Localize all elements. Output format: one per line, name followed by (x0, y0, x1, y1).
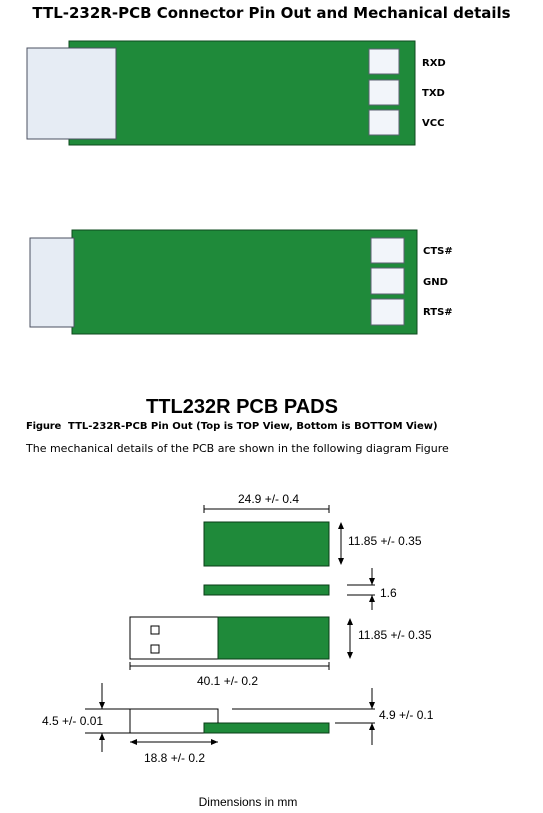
page-title: TTL-232R-PCB Connector Pin Out and Mechanical details (32, 4, 511, 22)
dim-usb-height: 4.5 +/- 0.01 (42, 714, 104, 728)
usb-contact-2 (151, 645, 159, 653)
dim-usb-length: 18.8 +/- 0.2 (144, 751, 206, 765)
dim-strip-thickness: 1.6 (380, 586, 397, 600)
dim-pcb-offset: 4.9 +/- 0.1 (379, 708, 434, 722)
figure-label: Figure (26, 421, 62, 432)
pad-gnd (371, 268, 404, 294)
side-usb-rect (130, 617, 218, 659)
top-view-board (27, 41, 446, 145)
dim-top-height: 11.85 +/- 0.35 (348, 534, 422, 548)
pad-rxd (369, 49, 399, 74)
pin-label-cts: CTS# (423, 246, 453, 257)
bottom-view-board (30, 230, 453, 334)
pin-label-vcc: VCC (422, 118, 445, 129)
side-pcb-rect (218, 617, 329, 659)
end-pcb-rect (204, 723, 329, 733)
pad-txd (369, 80, 399, 105)
pad-vcc (369, 110, 399, 135)
description-text: The mechanical details of the PCB are shown in the following diagram Figure (26, 442, 449, 455)
pads-title: TTL232R PCB PADS (146, 396, 338, 418)
dim-total-length: 40.1 +/- 0.2 (197, 674, 259, 688)
figure-caption (26, 421, 438, 432)
pad-cts (371, 238, 404, 263)
thin-strip-rect (204, 585, 329, 595)
pin-label-rts: RTS# (423, 307, 453, 318)
units-note: Dimensions in mm (198, 795, 298, 809)
top-pad-rect (204, 522, 329, 566)
dim-side-height: 11.85 +/- 0.35 (358, 628, 432, 642)
figure-caption-text: TTL-232R-PCB Pin Out (Top is TOP View, Bottom is BOTTOM View) (68, 421, 438, 432)
dim-top-width: 24.9 +/- 0.4 (238, 492, 300, 506)
pcb-top (69, 41, 415, 145)
pad-rts (371, 299, 404, 325)
mechanical-drawing (85, 505, 375, 752)
pin-label-gnd: GND (423, 277, 448, 288)
usb-connector-top-face (27, 48, 116, 139)
pin-label-rxd: RXD (422, 58, 446, 69)
pin-label-txd: TXD (422, 88, 445, 99)
usb-connector-bottom (30, 238, 74, 327)
usb-contact-1 (151, 626, 159, 634)
pcb-bottom (72, 230, 417, 334)
